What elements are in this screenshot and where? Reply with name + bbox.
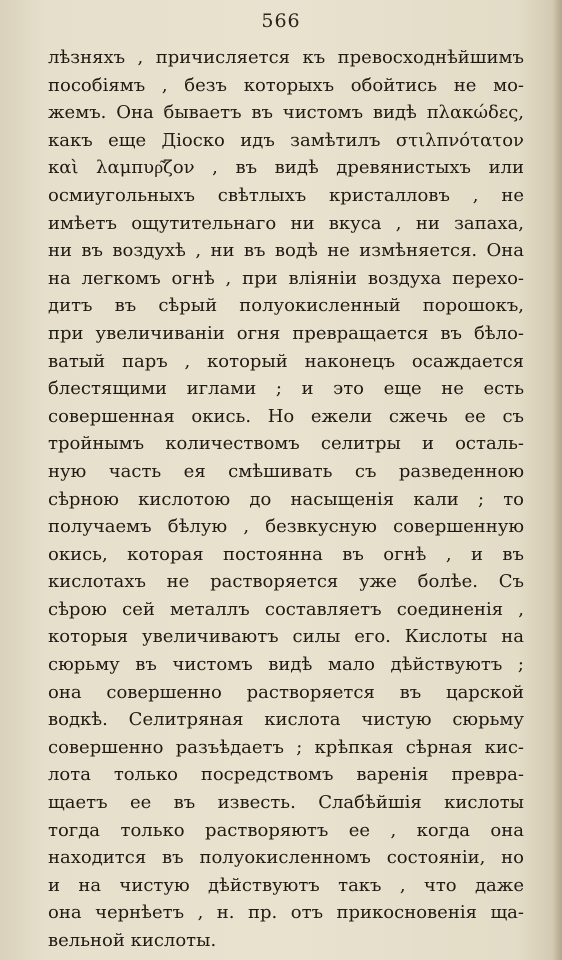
text-line: при увеличиваніи огня превращается въ бѣло-: [48, 322, 524, 344]
text-line: жемъ. Она бываетъ въ чистомъ видѣ πλακώδες,: [48, 102, 524, 124]
text-line: сѣрою сей металлъ составляетъ соединенія ,: [48, 598, 524, 620]
text-line: и на чистую дѣйствуютъ такъ , что даже: [48, 874, 524, 896]
text-line: окись, которая постоянна въ огнѣ , и въ: [48, 543, 524, 565]
text-line: вельной кислоты.: [48, 930, 217, 951]
text-line: дитъ въ сѣрый полуокисленный порошокъ,: [48, 295, 524, 317]
text-line: блестящими иглами ; и это еще не есть: [48, 378, 524, 400]
text-line: которыя увеличиваютъ силы его. Кислоты на: [48, 626, 524, 648]
text-line: она чернѣетъ , н. пр. отъ прикосновенія ща-: [48, 902, 524, 924]
text-line: καὶ λαμπυρ͂ζον , въ видѣ древянистыхъ или: [48, 157, 524, 179]
text-line: находится въ полуокисленномъ состояніи, но: [48, 847, 524, 869]
page-number: 566: [261, 10, 301, 32]
text-line: она совершенно растворяется въ царской: [48, 681, 524, 703]
text-line: сѣрною кислотою до насыщенія кали ; то: [48, 488, 524, 510]
text-line: лѣзняхъ , причисляется къ превосходнѣйшимъ: [48, 47, 524, 68]
text-line: на легкомъ огнѣ , при вліяніи воздуха перехо-: [48, 267, 524, 289]
text-line: имѣетъ ощутительнаго ни вкуса , ни запаха,: [48, 212, 524, 234]
text-line: совершенно разъѣдаетъ ; крѣпкая сѣрная кис-: [48, 736, 524, 758]
text-line: кислотахъ не растворяется уже болѣе. Съ: [48, 571, 524, 593]
text-line: тогда только растворяютъ ее , когда она: [48, 819, 524, 841]
text-line: совершенная окись. Но ежели сжечь ее съ: [48, 405, 524, 427]
text-line: ную часть ея смѣшивать съ разведенною: [48, 460, 524, 482]
text-line: ни въ воздухѣ , ни въ водѣ не измѣняется. Она: [48, 240, 524, 262]
text-line: осмиугольныхъ свѣтлыхъ кристалловъ , не: [48, 184, 524, 206]
text-line: какъ еще Діоско идъ замѣтилъ στιλπνότατον: [48, 129, 524, 151]
text-line: пособіямъ , безъ которыхъ обойтись не мо-: [48, 74, 524, 96]
text-line: получаемъ бѣлую , безвкусную совершенную: [48, 516, 524, 538]
text-line: ватый паръ , который наконецъ осаждается: [48, 350, 524, 372]
text-line: лота только посредствомъ варенія превра-: [48, 764, 524, 786]
text-line: тройнымъ количествомъ селитры и осталь-: [48, 433, 524, 455]
text-line: щаетъ ее въ известь. Слабѣйшія кислоты: [48, 792, 524, 814]
text-line: сюрьму въ чистомъ видѣ мало дѣйствуютъ ;: [48, 654, 524, 676]
text-line: водкѣ. Селитряная кислота чистую сюрьму: [48, 709, 524, 731]
body-text: [48, 44, 524, 955]
